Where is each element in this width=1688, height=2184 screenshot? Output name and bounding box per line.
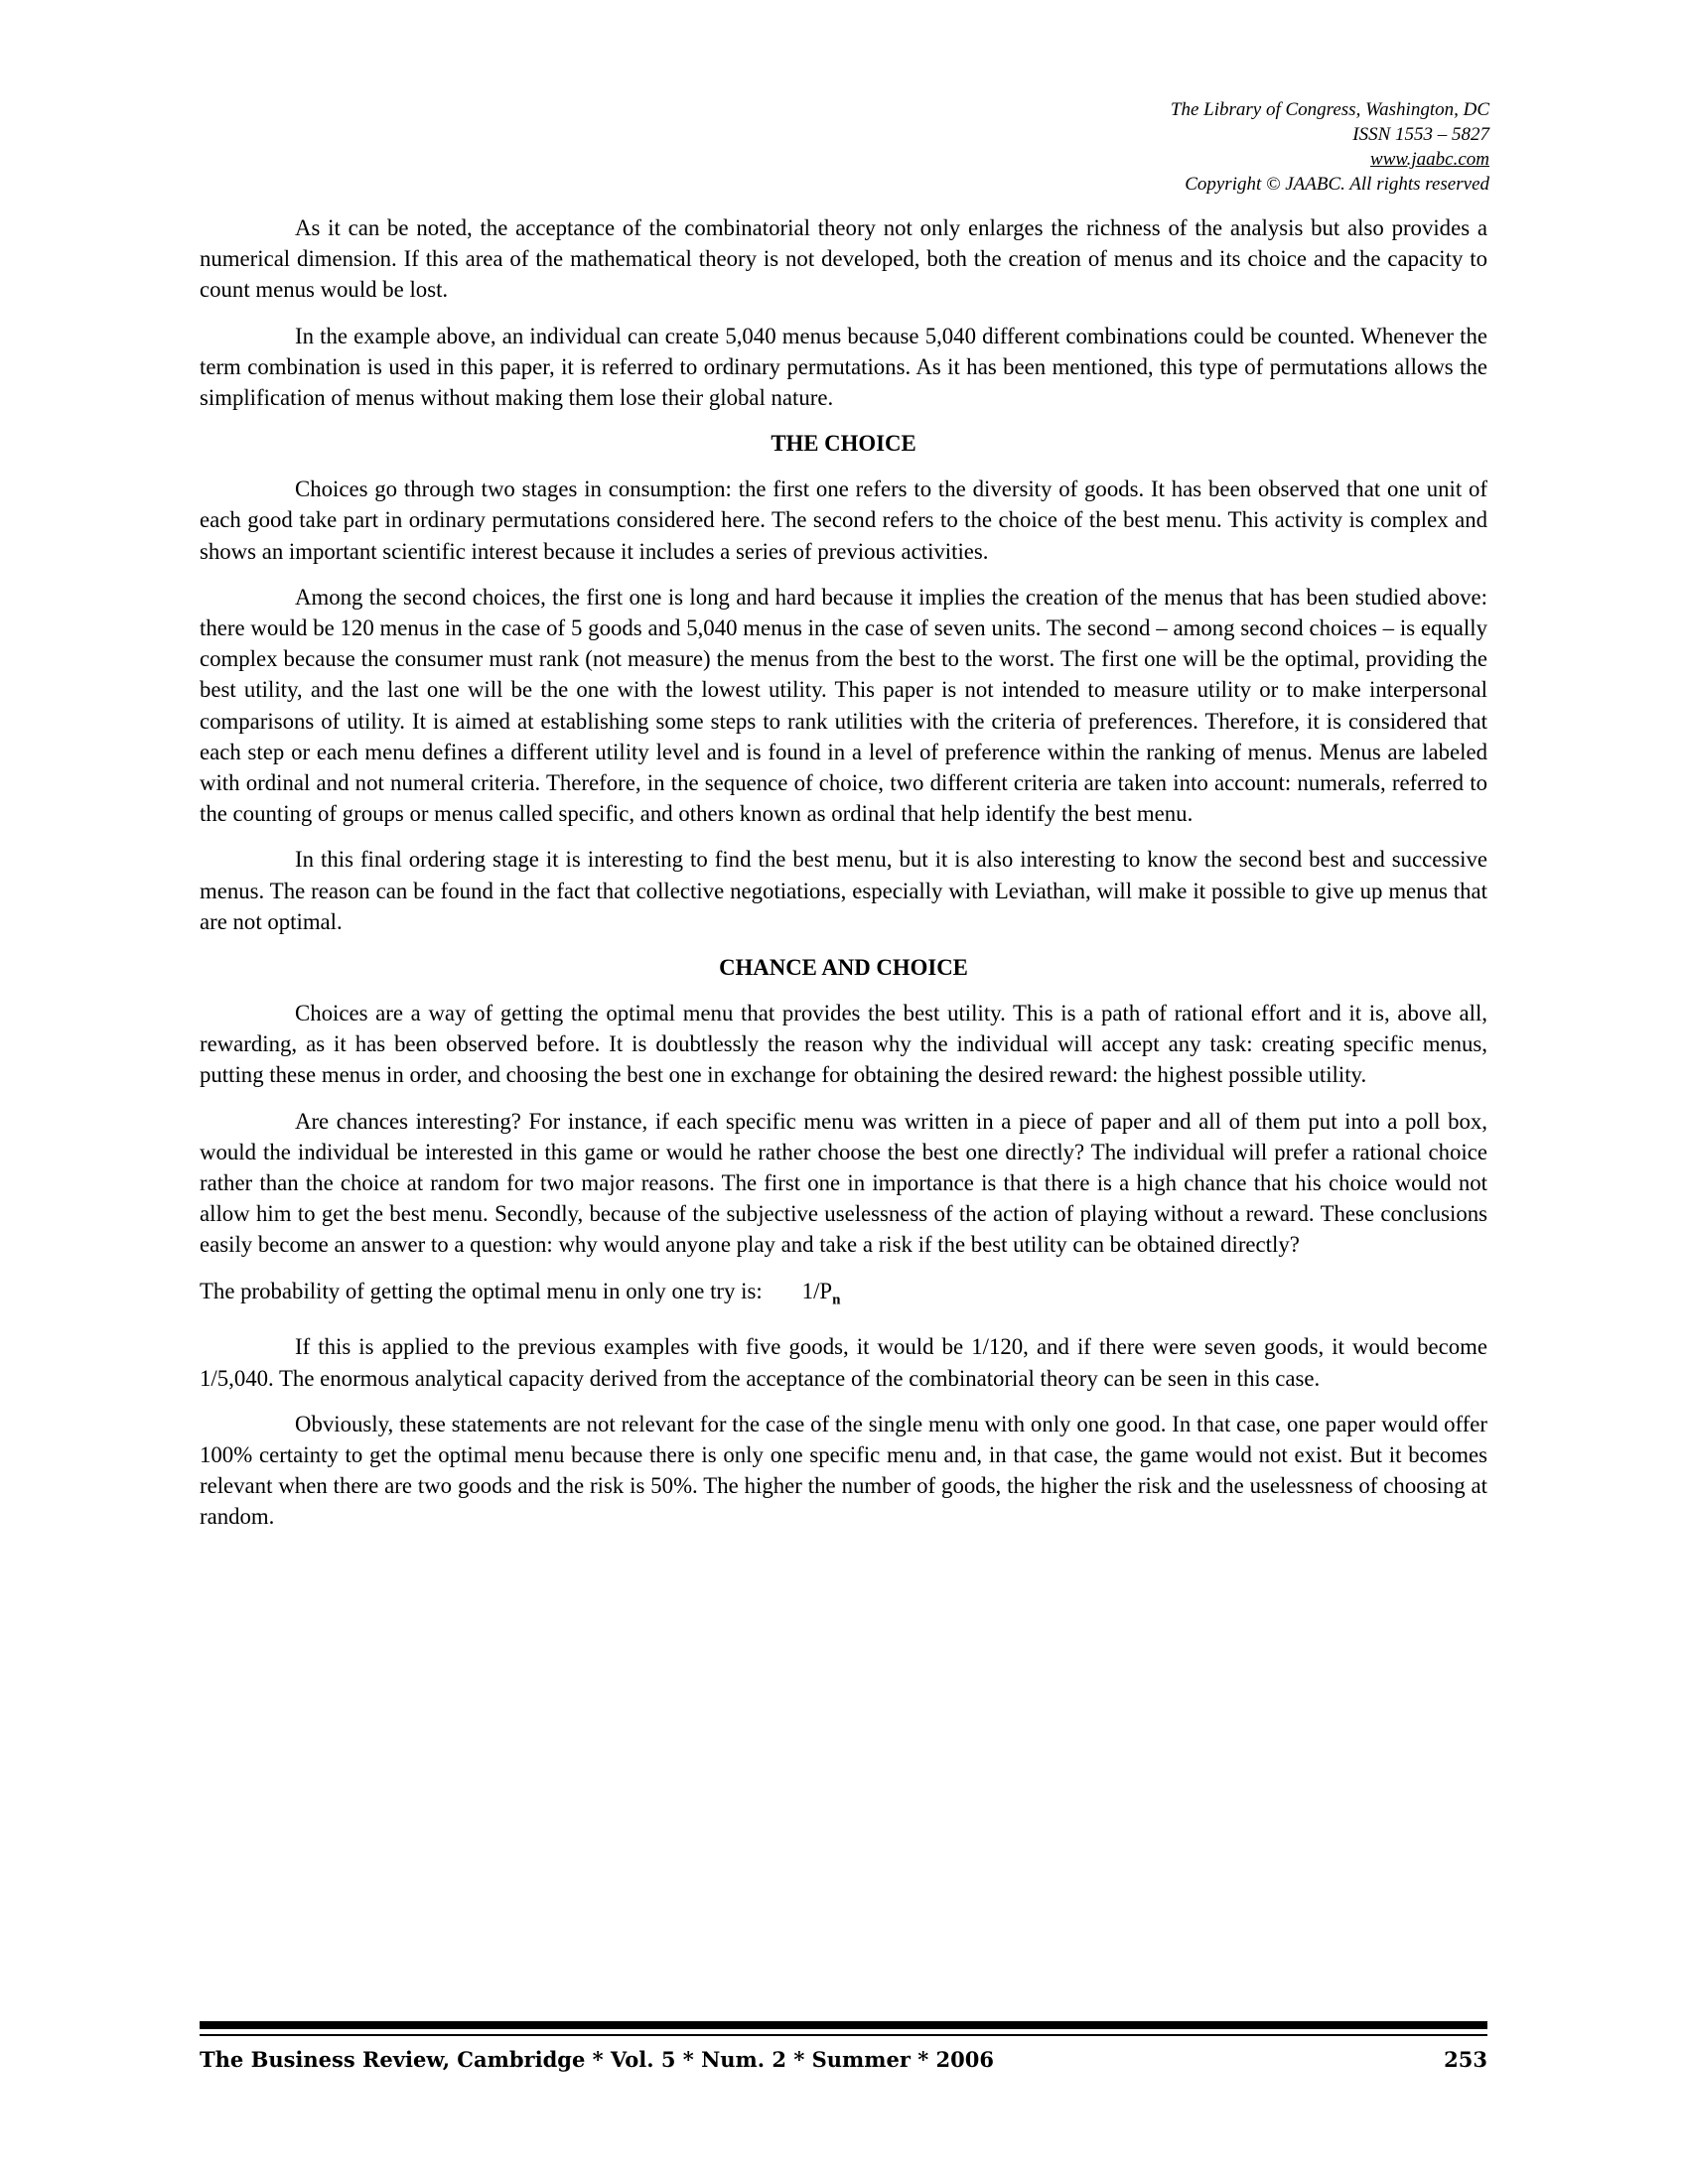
paragraph: Choices go through two stages in consumption: the first one refers to the diversity of goods. It has been observed that one unit of each good take part in ordinary permutations considered here. The second refers to the choice of the best menu. This activity is complex and shows an important scientific interest because it includes a series of previous activities. <box>200 477 1487 564</box>
header-issn: ISSN 1553 – 5827 <box>1352 124 1489 145</box>
article-body <box>200 212 1487 1548</box>
paragraph: In the example above, an individual can create 5,040 menus because 5,040 different combinations could be counted. Whenever the term combination is used in this paper, it is referred to ordinary permutations. As it has been mentioned, this type of permutations allows the simplification of menus without making them lose their global nature. <box>200 323 1487 411</box>
section-heading: THE CHOICE <box>771 431 916 457</box>
formula-base: 1/P <box>801 1278 833 1303</box>
footer-journal-citation: The Business Review, Cambridge * Vol. 5 * Num. 2 * Summer * 2006 <box>200 2047 994 2072</box>
footer-rule-thin <box>200 2034 1487 2036</box>
paragraph: Choices are a way of getting the optimal menu that provides the best utility. This is a path of rational effort and it is, above all, rewarding, as it has been observed before. It is doubtlessly the reason why the individual will accept any task: creating specific menus, putting these menus in order, and choosing the best one in exchange for obtaining the desired reward: the highest possible utility. <box>200 1001 1487 1088</box>
paragraph: Among the second choices, the first one is long and hard because it implies the creation of the menus that has been studied above: there would be 120 menus in the case of 5 goods and 5,040 menus in the case of seven units. The second – among second choices – is equally complex because the consumer must rank (not measure) the menus from the best to the worst. The first one will be the optimal, providing the best utility, and the last one will be the one with the lowest utility. This paper is not intended to measure utility or to make interpersonal comparisons of utility. It is aimed at establishing some steps to rank utilities with the criteria of preferences. Therefore, it is considered that each step or each menu defines a different utility level and is found in a level of preference within the ranking of menus. Menus are labeled with ordinal and not numeral criteria. Therefore, in the sequence of choice, two different criteria are taken into account: numerals, referred to the counting of groups or menus called specific, and others known as ordinal that help identify the best menu. <box>200 584 1487 827</box>
header-publisher: The Library of Congress, Washington, DC <box>1170 99 1489 120</box>
paragraph: In this final ordering stage it is interesting to find the best menu, but it is also interesting to know the second best and successive menus. The reason can be found in the fact that collective negotiations, especially with Leviathan, will make it possible to give up menus that are not optimal. <box>200 847 1487 934</box>
page-footer <box>200 2047 1487 2077</box>
probability-statement <box>200 1276 1487 1316</box>
footer-rule-thick <box>200 2021 1487 2029</box>
paragraph: If this is applied to the previous examples with five goods, it would be 1/120, and if there were seven goods, it would become 1/5,040. The enormous analytical capacity derived from the acceptance of the combinatorial theory can be seen in this case. <box>200 1334 1487 1391</box>
probability-text: The probability of getting the optimal menu in only one try is: <box>200 1278 763 1303</box>
page-header <box>894 97 1489 197</box>
page-number: 253 <box>1444 2047 1487 2072</box>
paragraph: Are chances interesting? For instance, if each specific menu was written in a piece of paper and all of them put into a poll box, would the individual be interested in this game or would he rather choose the best one directly? The individual will prefer a rational choice rather than the choice at random for two major reasons. The first one in importance is that there is a high chance that his choice would not allow him to get the best menu. Secondly, because of the subjective uselessness of the action of playing without a reward. These conclusions easily become an answer to a question: why would anyone play and take a risk if the best utility can be obtained directly? <box>200 1108 1487 1258</box>
paragraph: Obviously, these statements are not relevant for the case of the single menu with only one good. In that case, one paper would offer 100% certainty to get the optimal menu because there is only one specific menu and, in that case, the game would not exist. But it becomes relevant when there are two goods and the risk is 50%. The higher the number of goods, the higher the risk and the uselessness of choosing at random. <box>200 1411 1487 1530</box>
probability-formula <box>801 1278 841 1308</box>
header-copyright: Copyright © JAABC. All rights reserved <box>1185 174 1489 195</box>
paragraph: As it can be noted, the acceptance of the combinatorial theory not only enlarges the richness of the analysis but also provides a numerical dimension. If this area of the mathematical theory is not developed, both the creation of menus and its choice and the capacity to count menus would be lost. <box>200 215 1487 303</box>
header-website-link[interactable]: www.jaabc.com <box>1370 149 1489 170</box>
section-heading: CHANCE AND CHOICE <box>719 955 968 981</box>
formula-subscript: n <box>832 1292 841 1308</box>
